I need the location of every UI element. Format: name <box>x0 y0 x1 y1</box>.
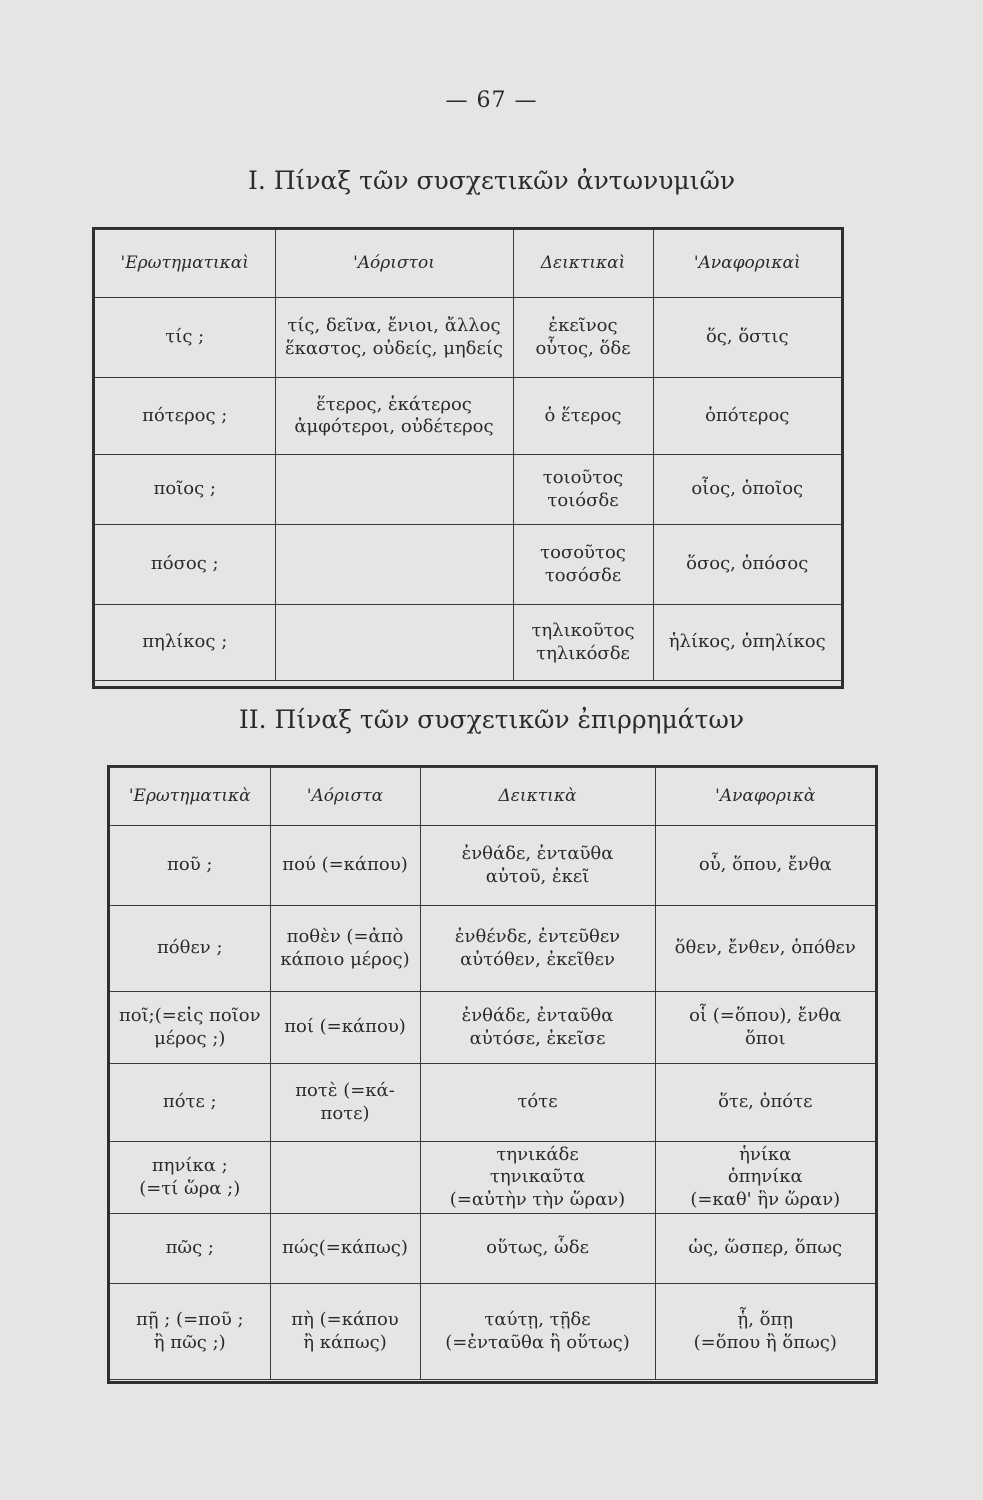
pronoun-cell <box>653 378 841 455</box>
adverb-row <box>110 906 875 992</box>
adverb-cell-line: ὅθεν, ἔνθεν, ὁπόθεν <box>674 937 856 959</box>
adverb-row <box>110 992 875 1064</box>
adverb-cell-line: ποί (=κάπου) <box>284 1016 406 1038</box>
adverb-cell <box>270 992 420 1064</box>
pronoun-cell-line: οὗτος, ὅδε <box>535 337 631 359</box>
pronoun-cell-line: οἷος, ὁποῖος <box>691 478 804 500</box>
adverb-cell-line: πὴ (=κάπου <box>291 1309 399 1330</box>
adverb-cell-line: οὕτως, ὧδε <box>486 1237 589 1259</box>
pronoun-cell-line: πηλίκος ; <box>142 631 228 653</box>
adverb-cell <box>110 992 270 1064</box>
pronoun-cell <box>275 605 513 681</box>
adverb-cell-line: ποῖ;(=εἰς ποῖον <box>118 1005 261 1026</box>
adverb-cell-line: τηνικάδε <box>496 1143 579 1165</box>
pronoun-cell-line: τίς, δεῖνα, ἔνιοι, ἄλλος <box>287 315 501 336</box>
pronoun-cell-line: ἕτερος, ἑκάτερος <box>316 393 472 415</box>
adverb-cell <box>270 1142 420 1214</box>
pronoun-header-cell: Δεικτικαὶ <box>513 230 653 298</box>
adverb-cell <box>270 826 420 906</box>
pronoun-table <box>95 229 841 681</box>
adverb-cell-line: ἡνίκα <box>739 1143 792 1165</box>
adverb-cell <box>270 906 420 992</box>
adverb-cell-line: ἐνθάδε, ἐνταῦθα <box>461 843 614 864</box>
adverb-cell-line: ἐνθένδε, ἐντεῦθεν <box>454 926 621 947</box>
pronoun-cell <box>513 455 653 525</box>
pronoun-table-title: I. Πίναξ τῶν συσχετικῶν ἀντωνυμιῶν <box>247 166 736 195</box>
adverb-cell <box>110 826 270 906</box>
pronoun-cell <box>275 525 513 605</box>
pronoun-cell-line: ὁ ἕτερος <box>544 404 622 426</box>
adverb-cell-line: ποῦ ; <box>167 854 213 876</box>
adverb-header-cell: 'Ερωτηματικὰ <box>110 768 270 826</box>
adverb-cell <box>655 1214 875 1284</box>
adverb-cell-line: (=αὐτὴν τὴν ὥραν) <box>449 1188 626 1210</box>
adverb-cell <box>655 1064 875 1142</box>
pronoun-cell-line: ποῖος ; <box>153 478 216 500</box>
pronoun-cell <box>95 455 275 525</box>
adverb-cell <box>110 906 270 992</box>
pronoun-cell-line: τηλικόσδε <box>536 642 630 664</box>
adverb-cell <box>420 1142 655 1214</box>
adverb-table <box>110 767 875 1380</box>
adverb-cell-line: οἷ (=ὅπου), ἔνθα <box>689 1005 842 1026</box>
pronoun-row <box>95 378 841 455</box>
adverb-cell <box>655 906 875 992</box>
pronoun-cell-line: τοιοῦτος <box>542 467 624 488</box>
adverb-cell <box>655 826 875 906</box>
adverb-header-cell: 'Αόριστα <box>270 768 420 826</box>
adverb-cell-line: ᾗ, ὅπῃ <box>737 1309 794 1330</box>
pronoun-table-frame <box>92 227 844 689</box>
adverb-cell <box>420 826 655 906</box>
adverb-cell <box>655 1142 875 1214</box>
pronoun-cell-line: τοσόσδε <box>544 564 622 586</box>
adverb-row <box>110 1214 875 1284</box>
adverb-cell <box>420 992 655 1064</box>
adverb-cell <box>110 1214 270 1284</box>
adverb-cell-line: πώς(=κάπως) <box>282 1237 408 1259</box>
pronoun-header-cell: 'Αόριστοι <box>275 230 513 298</box>
pronoun-cell <box>513 298 653 378</box>
adverb-header-row <box>110 768 875 826</box>
pronoun-cell <box>653 525 841 605</box>
pronoun-cell-line: ἡλίκος, ὁπηλίκος <box>668 631 826 653</box>
adverb-cell <box>270 1214 420 1284</box>
pronoun-cell <box>653 298 841 378</box>
adverb-cell-line: ὡς, ὥσπερ, ὅπως <box>688 1237 843 1259</box>
pronoun-cell-line: τίς ; <box>165 326 205 348</box>
adverb-cell <box>110 1284 270 1380</box>
adverb-cell-line: πότε ; <box>162 1091 217 1113</box>
pronoun-cell <box>513 378 653 455</box>
adverb-cell-line: αὐτοῦ, ἐκεῖ <box>485 865 590 887</box>
pronoun-cell <box>275 298 513 378</box>
adverb-cell-line: ἢ κάπως) <box>303 1331 387 1353</box>
pronoun-header-row <box>95 230 841 298</box>
pronoun-cell <box>95 298 275 378</box>
adverb-cell-line: (=τί ὥρα ;) <box>139 1177 241 1199</box>
adverb-cell-line: οὗ, ὅπου, ἔνθα <box>698 854 832 876</box>
pronoun-cell-line: ὁπότερος <box>705 404 790 426</box>
adverb-header-cell: 'Αναφορικὰ <box>655 768 875 826</box>
pronoun-cell <box>653 605 841 681</box>
pronoun-row <box>95 455 841 525</box>
adverb-cell-line: κάποιο μέρος) <box>280 948 410 970</box>
adverb-cell-line: (=καθ' ἣν ὥραν) <box>690 1188 841 1210</box>
adverb-cell-line: ποτὲ (=κά- <box>295 1080 395 1101</box>
adverb-cell <box>110 1064 270 1142</box>
pronoun-cell <box>95 525 275 605</box>
adverb-cell <box>420 1064 655 1142</box>
pronoun-cell <box>275 378 513 455</box>
adverb-cell <box>420 1284 655 1380</box>
adverb-cell-line: πόθεν ; <box>156 937 223 959</box>
adverb-table-title: II. Πίναξ τῶν συσχετικῶν ἐπιρρημάτων <box>238 705 745 734</box>
pronoun-cell-line: ἀμφότεροι, οὐδέτερος <box>294 416 494 437</box>
pronoun-cell-line: ἕκαστος, οὐδείς, μηδείς <box>285 337 503 359</box>
pronoun-cell-line: πότερος ; <box>142 404 228 426</box>
pronoun-cell <box>95 378 275 455</box>
adverb-row <box>110 826 875 906</box>
adverb-cell-line: ἐνθάδε, ἐνταῦθα <box>461 1005 614 1026</box>
adverb-cell-line: πῇ ; (=ποῦ ; <box>135 1309 244 1330</box>
adverb-cell <box>270 1284 420 1380</box>
adverb-cell-line: αὐτόσε, ἐκεῖσε <box>469 1027 606 1049</box>
pronoun-cell <box>513 605 653 681</box>
pronoun-cell <box>275 455 513 525</box>
adverb-row <box>110 1142 875 1214</box>
pronoun-row <box>95 605 841 681</box>
adverb-row <box>110 1064 875 1142</box>
pronoun-cell-line: τηλικοῦτος <box>531 620 635 641</box>
page-number: — 67 — <box>445 88 538 113</box>
pronoun-cell <box>513 525 653 605</box>
adverb-cell-line: ποθὲν (=ἀπὸ <box>286 926 404 947</box>
pronoun-cell-line: τοσοῦτος <box>540 542 626 563</box>
pronoun-cell-line: ὅσος, ὁπόσος <box>686 553 809 575</box>
adverb-cell-line: ποτε) <box>320 1102 370 1124</box>
pronoun-row <box>95 525 841 605</box>
adverb-cell-line: τηνικαῦτα <box>489 1166 586 1188</box>
pronoun-header-cell: 'Αναφορικαὶ <box>653 230 841 298</box>
adverb-header-cell: Δεικτικὰ <box>420 768 655 826</box>
adverb-cell-line: ὅτε, ὁπότε <box>718 1091 813 1113</box>
pronoun-row <box>95 298 841 378</box>
adverb-cell-line: (=ὅπου ἢ ὅπως) <box>693 1331 837 1353</box>
pronoun-cell-line: τοιόσδε <box>547 489 619 511</box>
adverb-cell-line: ὅποι <box>744 1027 786 1049</box>
adverb-cell <box>420 1214 655 1284</box>
adverb-row <box>110 1284 875 1380</box>
adverb-cell-line: πῶς ; <box>165 1237 214 1259</box>
adverb-cell-line: αὐτόθεν, ἐκεῖθεν <box>460 948 615 970</box>
adverb-cell <box>270 1064 420 1142</box>
adverb-cell <box>655 992 875 1064</box>
adverb-cell <box>420 906 655 992</box>
adverb-cell-line: πού (=κάπου) <box>282 854 408 876</box>
pronoun-cell-line: ἐκεῖνος <box>548 315 618 336</box>
pronoun-cell-line: ὅς, ὅστις <box>705 326 789 348</box>
adverb-cell <box>110 1142 270 1214</box>
adverb-cell <box>655 1284 875 1380</box>
adverb-table-frame <box>107 765 878 1384</box>
pronoun-cell <box>95 605 275 681</box>
adverb-cell-line: ἢ πῶς ;) <box>153 1331 226 1353</box>
adverb-cell-line: ὁπηνίκα <box>727 1166 803 1188</box>
pronoun-header-cell: 'Ερωτηματικαὶ <box>95 230 275 298</box>
adverb-cell-line: τότε <box>517 1091 558 1113</box>
pronoun-cell-line: πόσος ; <box>150 553 219 575</box>
pronoun-cell <box>653 455 841 525</box>
adverb-cell-line: (=ἐνταῦθα ἢ οὕτως) <box>445 1331 630 1353</box>
adverb-cell-line: ταύτῃ, τῇδε <box>484 1309 591 1330</box>
adverb-cell-line: μέρος ;) <box>154 1027 226 1049</box>
adverb-cell-line: πηνίκα ; <box>151 1155 228 1176</box>
